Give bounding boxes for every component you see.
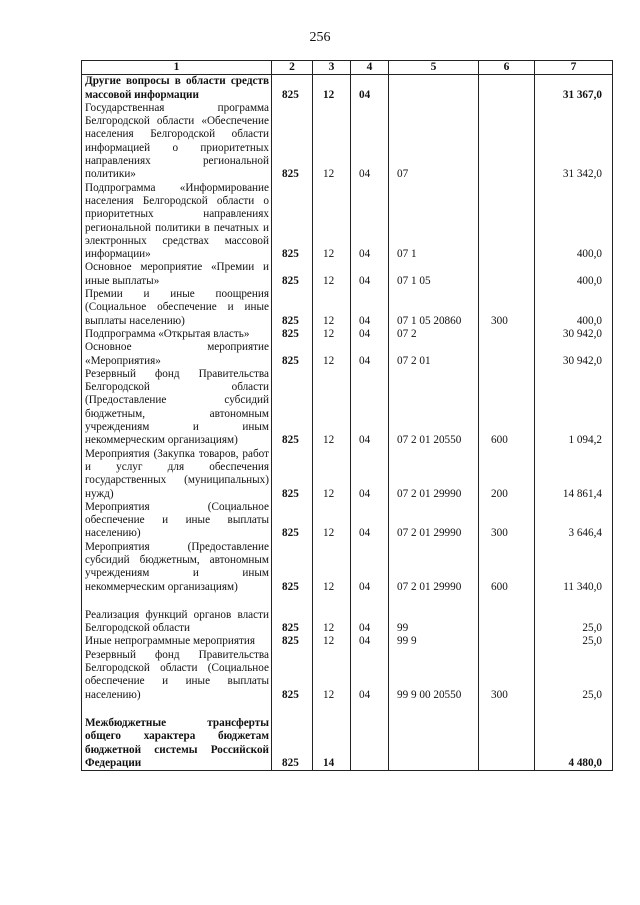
expense-type-cell: 300 [479, 288, 535, 328]
spacer-cell [272, 594, 313, 609]
amount-cell: 1 094,2 [535, 368, 613, 448]
subsection-code-cell: 04 [351, 541, 389, 594]
expense-type-cell: 300 [479, 649, 535, 702]
spacer-cell [479, 702, 535, 717]
administrator-code-cell: 825 [272, 541, 313, 594]
table-row [82, 541, 613, 594]
administrator-code-cell: 825 [272, 717, 313, 771]
expense-type-cell [479, 102, 535, 182]
column-header: 7 [535, 61, 613, 75]
row-name-cell: Премии и иные поощрения (Социальное обеспечение и иные выплаты населению) [82, 288, 272, 328]
table-row [82, 102, 613, 182]
administrator-code-cell: 825 [272, 328, 313, 341]
section-code-cell: 12 [313, 288, 351, 328]
subsection-code-cell: 04 [351, 261, 389, 288]
table-row [82, 288, 613, 328]
header-row [82, 61, 613, 75]
table-row [82, 448, 613, 501]
row-name-cell: Резервный фонд Правительства Белгородской области (Социальное обеспечение и иные выплаты населению) [82, 649, 272, 702]
section-code-cell: 12 [313, 182, 351, 262]
row-name-cell: Резервный фонд Правительства Белгородской области (Предоставление субсидий бюджетным, автономным учреждениям и иным некоммерческим организациям) [82, 368, 272, 448]
subsection-code-cell [351, 717, 389, 771]
administrator-code-cell: 825 [272, 368, 313, 448]
subsection-code-cell: 04 [351, 75, 389, 102]
amount-cell: 400,0 [535, 288, 613, 328]
subsection-code-cell: 04 [351, 448, 389, 501]
expense-type-cell [479, 261, 535, 288]
section-code-cell: 12 [313, 448, 351, 501]
spacer-cell [82, 702, 272, 717]
row-name-cell: Другие вопросы в области средств массовой информации [82, 75, 272, 102]
table-row [82, 649, 613, 702]
table-row [82, 635, 613, 648]
table-row [82, 341, 613, 368]
table-row [82, 328, 613, 341]
expense-type-cell [479, 609, 535, 636]
table-row [82, 75, 613, 102]
subsection-code-cell: 04 [351, 649, 389, 702]
spacer-row [82, 702, 613, 717]
section-code-cell: 12 [313, 341, 351, 368]
target-article-cell: 07 2 01 20550 [389, 368, 479, 448]
row-name-cell: Подпрограмма «Информирование населения Белгородской области о приоритетных направлениях региональной политики в печатных и электронных средствах массовой информации» [82, 182, 272, 262]
amount-cell: 25,0 [535, 635, 613, 648]
section-code-cell: 12 [313, 75, 351, 102]
row-name-cell: Подпрограмма «Открытая власть» [82, 328, 272, 341]
target-article-cell: 07 1 05 20860 [389, 288, 479, 328]
target-article-cell: 99 [389, 609, 479, 636]
column-header: 6 [479, 61, 535, 75]
amount-cell: 31 342,0 [535, 102, 613, 182]
target-article-cell: 07 2 01 [389, 341, 479, 368]
target-article-cell [389, 717, 479, 771]
expense-type-cell [479, 328, 535, 341]
administrator-code-cell: 825 [272, 182, 313, 262]
amount-cell: 31 367,0 [535, 75, 613, 102]
expense-type-cell [479, 75, 535, 102]
administrator-code-cell: 825 [272, 635, 313, 648]
target-article-cell: 07 1 05 [389, 261, 479, 288]
column-header: 1 [82, 61, 272, 75]
spacer-cell [389, 594, 479, 609]
expense-type-cell: 300 [479, 501, 535, 541]
section-code-cell: 12 [313, 501, 351, 541]
section-code-cell: 12 [313, 261, 351, 288]
row-name-cell: Мероприятия (Социальное обеспечение и иные выплаты населению) [82, 501, 272, 541]
table-row [82, 501, 613, 541]
administrator-code-cell: 825 [272, 448, 313, 501]
row-name-cell: Мероприятия (Предоставление субсидий бюджетным, автономным учреждениям и иным некоммерческим организациям) [82, 541, 272, 594]
amount-cell: 3 646,4 [535, 501, 613, 541]
table-row [82, 717, 613, 771]
expense-type-cell [479, 635, 535, 648]
expense-type-cell: 600 [479, 541, 535, 594]
expense-type-cell: 200 [479, 448, 535, 501]
section-code-cell: 12 [313, 635, 351, 648]
expense-type-cell [479, 717, 535, 771]
target-article-cell: 07 2 01 29990 [389, 448, 479, 501]
section-code-cell: 12 [313, 609, 351, 636]
spacer-cell [82, 594, 272, 609]
target-article-cell: 07 [389, 102, 479, 182]
row-name-cell: Основное мероприятие «Мероприятия» [82, 341, 272, 368]
table-row [82, 261, 613, 288]
column-header: 2 [272, 61, 313, 75]
section-code-cell: 12 [313, 368, 351, 448]
amount-cell: 25,0 [535, 609, 613, 636]
row-name-cell: Мероприятия (Закупка товаров, работ и услуг для обеспечения государственных (муниципальных) нужд) [82, 448, 272, 501]
subsection-code-cell: 04 [351, 609, 389, 636]
subsection-code-cell: 04 [351, 635, 389, 648]
column-header: 4 [351, 61, 389, 75]
row-name-cell: Государственная программа Белгородской области «Обеспечение населения Белгородской области информацией о приоритетных направлениях региональной политики» [82, 102, 272, 182]
spacer-cell [389, 702, 479, 717]
spacer-cell [535, 702, 613, 717]
row-name-cell: Реализация функций органов власти Белгородской области [82, 609, 272, 636]
row-name-cell: Основное мероприятие «Премии и иные выплаты» [82, 261, 272, 288]
administrator-code-cell: 825 [272, 75, 313, 102]
section-code-cell: 12 [313, 328, 351, 341]
row-name-cell: Межбюджетные трансферты общего характера бюджетам бюджетной системы Российской Федерации [82, 717, 272, 771]
subsection-code-cell: 04 [351, 102, 389, 182]
target-article-cell: 07 2 [389, 328, 479, 341]
spacer-cell [313, 594, 351, 609]
subsection-code-cell: 04 [351, 182, 389, 262]
administrator-code-cell: 825 [272, 649, 313, 702]
expense-type-cell: 600 [479, 368, 535, 448]
target-article-cell: 07 2 01 29990 [389, 501, 479, 541]
amount-cell: 4 480,0 [535, 717, 613, 771]
spacer-cell [272, 702, 313, 717]
table-row [82, 182, 613, 262]
budget-table [81, 60, 613, 771]
administrator-code-cell: 825 [272, 341, 313, 368]
amount-cell: 25,0 [535, 649, 613, 702]
administrator-code-cell: 825 [272, 102, 313, 182]
spacer-row [82, 594, 613, 609]
administrator-code-cell: 825 [272, 261, 313, 288]
amount-cell: 30 942,0 [535, 341, 613, 368]
section-code-cell: 12 [313, 649, 351, 702]
section-code-cell: 12 [313, 102, 351, 182]
target-article-cell: 07 1 [389, 182, 479, 262]
spacer-cell [535, 594, 613, 609]
subsection-code-cell: 04 [351, 501, 389, 541]
administrator-code-cell: 825 [272, 288, 313, 328]
amount-cell: 11 340,0 [535, 541, 613, 594]
amount-cell: 14 861,4 [535, 448, 613, 501]
spacer-cell [351, 594, 389, 609]
spacer-cell [351, 702, 389, 717]
target-article-cell [389, 75, 479, 102]
subsection-code-cell: 04 [351, 368, 389, 448]
expense-type-cell [479, 182, 535, 262]
target-article-cell: 99 9 00 20550 [389, 649, 479, 702]
amount-cell: 400,0 [535, 182, 613, 262]
column-header: 5 [389, 61, 479, 75]
administrator-code-cell: 825 [272, 609, 313, 636]
target-article-cell: 07 2 01 29990 [389, 541, 479, 594]
column-header: 3 [313, 61, 351, 75]
table-row [82, 609, 613, 636]
subsection-code-cell: 04 [351, 341, 389, 368]
expense-type-cell [479, 341, 535, 368]
subsection-code-cell: 04 [351, 288, 389, 328]
target-article-cell: 99 9 [389, 635, 479, 648]
table-row [82, 368, 613, 448]
amount-cell: 30 942,0 [535, 328, 613, 341]
section-code-cell: 14 [313, 717, 351, 771]
section-code-cell: 12 [313, 541, 351, 594]
page-number: 256 [309, 30, 331, 45]
administrator-code-cell: 825 [272, 501, 313, 541]
spacer-cell [479, 594, 535, 609]
table-body [82, 75, 613, 771]
row-name-cell: Иные непрограммные мероприятия [82, 635, 272, 648]
amount-cell: 400,0 [535, 261, 613, 288]
spacer-cell [313, 702, 351, 717]
subsection-code-cell: 04 [351, 328, 389, 341]
